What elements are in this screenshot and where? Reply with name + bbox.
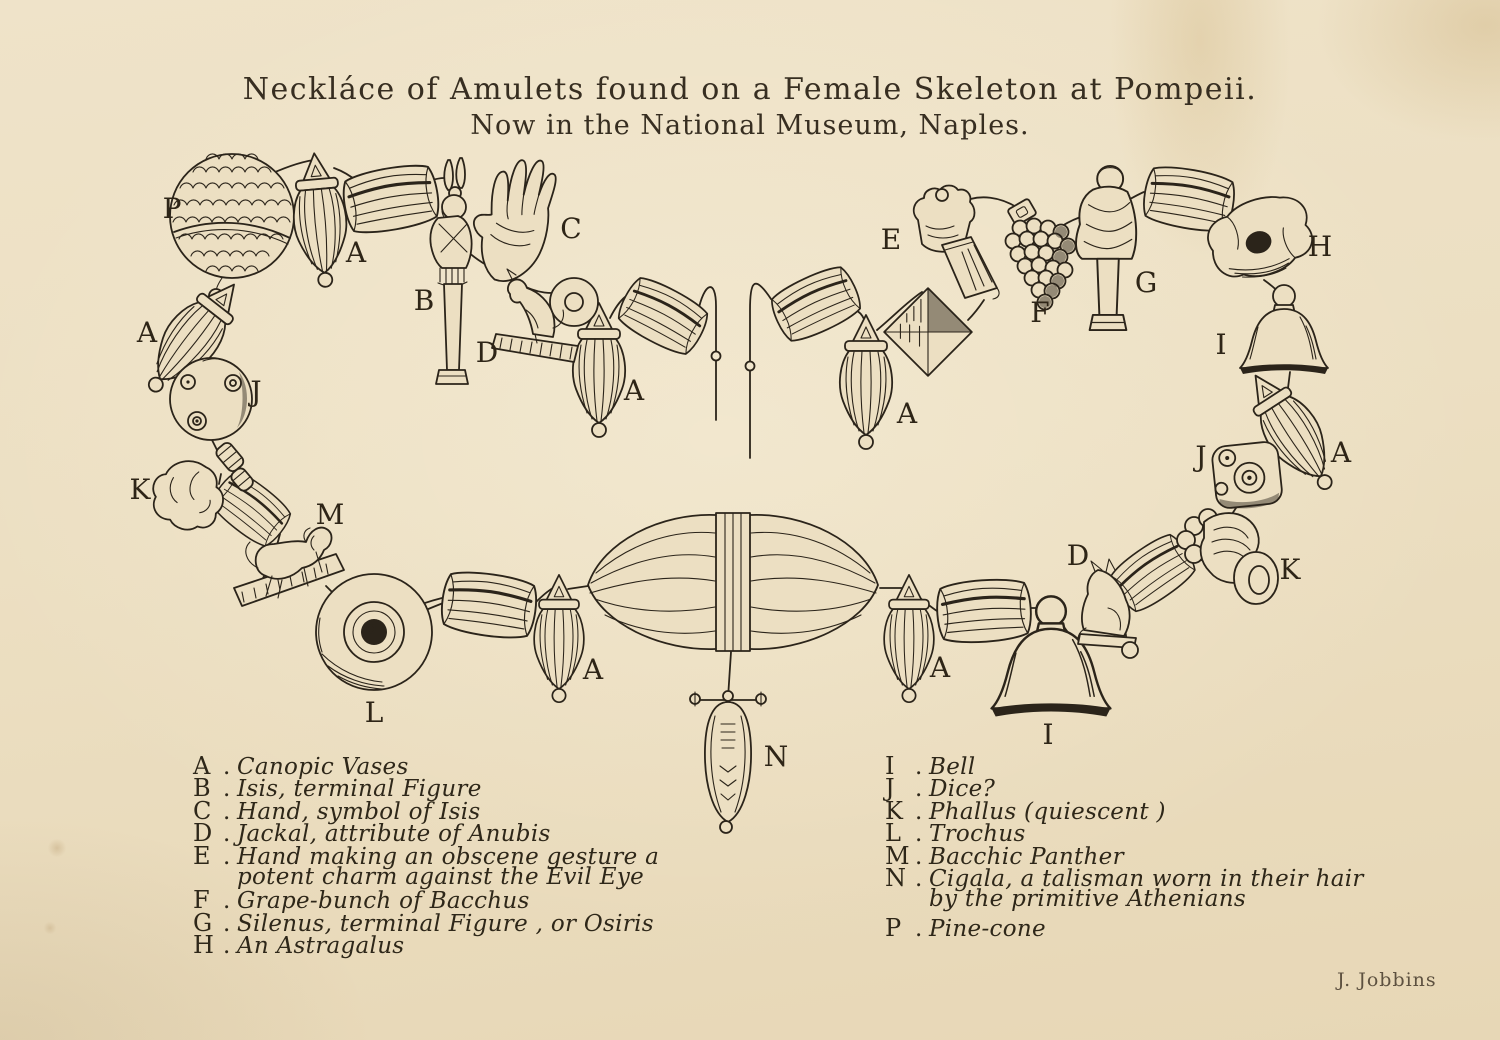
legend-desc-wrap: by the primitive Athenians xyxy=(929,886,1246,913)
legend-separator: . xyxy=(915,843,923,870)
plate-letter-labels xyxy=(130,192,1352,773)
legend-desc: Canopic Vases xyxy=(237,754,409,780)
legend-separator: . xyxy=(223,843,231,870)
legend-entry-canopic-vases xyxy=(193,752,659,780)
legend-desc: Grape-bunch of Bacchus xyxy=(237,888,530,915)
legend-desc: An Astragalus xyxy=(237,933,405,960)
label-isis-figure: B xyxy=(413,284,435,317)
legend-desc: Silenus, terminal Figure , or Osiris xyxy=(237,910,654,937)
legend-separator: . xyxy=(915,915,923,942)
label-panther: M xyxy=(315,498,345,531)
amulet-grape-bunch xyxy=(1006,198,1076,309)
label-trochus: L xyxy=(364,696,384,729)
label-fist-hand: E xyxy=(880,223,902,256)
label-canopic-vase: A xyxy=(1330,436,1352,469)
label-canopic-vase: A xyxy=(136,316,158,349)
label-fox-jackal: D xyxy=(1066,539,1090,572)
legend-separator: . xyxy=(915,776,923,803)
legend-desc: Hand making an obscene gesture a xyxy=(237,843,660,870)
legend-key: I xyxy=(885,752,895,780)
legend-separator: . xyxy=(223,933,231,960)
legend-desc: Bacchic Panther xyxy=(929,843,1124,870)
amulet-pine-cone xyxy=(170,154,294,303)
label-jackal: D xyxy=(475,336,499,369)
label-canopic-vase: A xyxy=(582,653,604,686)
legend-entry-cigala xyxy=(885,863,1364,892)
legend-desc: Isis, terminal Figure xyxy=(237,776,482,803)
legend-key: J xyxy=(885,774,895,803)
amulet-bell xyxy=(1240,285,1328,374)
legend-desc: Pine-cone xyxy=(929,915,1046,942)
legend-key: E xyxy=(193,841,211,870)
legend-key: D xyxy=(193,819,213,848)
legend-entry-panther xyxy=(885,841,1364,870)
legend-key: N xyxy=(885,863,906,892)
legend-desc: Bell xyxy=(929,754,976,780)
label-canopic-vase: A xyxy=(623,374,645,407)
legend-key: A xyxy=(193,752,211,780)
bead-ribbed-barrel xyxy=(613,272,714,361)
label-dice: J xyxy=(250,375,262,408)
legend-entry-hand-isis xyxy=(193,796,659,825)
legend-key: H xyxy=(193,931,214,960)
amulet-cigala xyxy=(690,691,766,833)
legend-entry-dice xyxy=(885,774,1364,803)
label-canopic-vase: A xyxy=(345,236,367,269)
legend-entry-jackal xyxy=(193,819,659,848)
amulet-canopic-vase xyxy=(840,315,892,449)
legend-key: M xyxy=(885,841,910,870)
legend-separator: . xyxy=(915,754,923,780)
label-canopic-vase: A xyxy=(929,651,951,684)
amulet-dice-ball xyxy=(170,358,252,440)
legend-key: C xyxy=(193,796,212,825)
bead-ribbed-barrel xyxy=(766,261,866,347)
amulet-canopic-vase xyxy=(884,575,934,702)
legend-desc: Hand, symbol of Isis xyxy=(237,798,481,825)
legend-entry-isis xyxy=(193,774,659,803)
label-hand-of-isis: C xyxy=(560,212,582,245)
amulet-central-double-bead xyxy=(588,513,878,651)
legend-desc: Trochus xyxy=(929,821,1026,848)
legend-desc-wrap: potent charm against the Evil Eye xyxy=(237,863,645,890)
amulet-fist-gesture-hand xyxy=(914,186,999,300)
legend-separator: . xyxy=(223,821,231,848)
legend-desc: Dice? xyxy=(929,776,996,803)
legend-key: F xyxy=(193,886,210,915)
legend-entry-pine-cone xyxy=(885,913,1364,942)
legend-separator: . xyxy=(915,798,923,825)
legend-desc: Cigala, a talisman worn in their hair xyxy=(929,865,1364,892)
legend-right-column xyxy=(885,752,1364,942)
bead-ribbed-barrel xyxy=(340,161,443,238)
label-cigala: N xyxy=(763,740,789,773)
amulet-canopic-vase xyxy=(534,575,584,702)
label-bell: I xyxy=(1042,718,1054,751)
bead-ribbed-barrel xyxy=(438,568,539,642)
label-canopic-vase: A xyxy=(896,397,918,430)
legend-entry-phallus xyxy=(885,796,1364,825)
legend-desc: Phallus (quiescent ) xyxy=(929,798,1166,825)
legend-separator: . xyxy=(223,798,231,825)
legend-separator: . xyxy=(223,776,231,803)
legend-key: B xyxy=(193,774,211,803)
label-astragalus: H xyxy=(1307,230,1333,263)
legend-separator: . xyxy=(223,910,231,937)
legend-key: L xyxy=(885,819,901,848)
legend-key: P xyxy=(885,913,902,942)
amulet-dice-cube xyxy=(1211,441,1283,512)
engraver-signature: J. Jobbins xyxy=(1337,969,1437,991)
legend-entry-bell xyxy=(885,752,1364,780)
label-bell: I xyxy=(1215,328,1227,361)
legend-separator: . xyxy=(915,865,923,892)
legend-key: K xyxy=(885,796,903,825)
label-grape-bunch: F xyxy=(1030,296,1050,329)
amulet-silenus-figure xyxy=(1076,166,1136,330)
legend-left-column xyxy=(193,752,660,960)
legend-separator: . xyxy=(915,821,923,848)
legend-desc: Jackal, attribute of Anubis xyxy=(237,821,551,848)
label-phallus: K xyxy=(1279,553,1301,586)
legend-entry-obscene-hand xyxy=(193,841,660,870)
legend-separator: . xyxy=(223,754,231,780)
legend-key: G xyxy=(193,908,213,937)
label-silenus: G xyxy=(1134,266,1158,299)
amulet-hand-of-isis xyxy=(466,153,558,287)
amulet-trochus xyxy=(316,574,432,690)
plate-subtitle: Now in the National Museum, Naples. xyxy=(470,110,1030,141)
amulet-evil-eye-plaque xyxy=(884,288,972,376)
label-phallus: K xyxy=(129,473,151,506)
legend-entry-silenus xyxy=(193,908,659,937)
bead-ribbed-barrel xyxy=(935,577,1033,645)
label-dice: J xyxy=(1195,440,1207,473)
label-pine-cone: P xyxy=(162,192,182,225)
legend-separator: . xyxy=(223,888,231,915)
amulet-phallus xyxy=(1177,509,1278,604)
plate-title: Neckláce of Amulets found on a Female Skeleton at Pompeii. xyxy=(242,72,1258,107)
